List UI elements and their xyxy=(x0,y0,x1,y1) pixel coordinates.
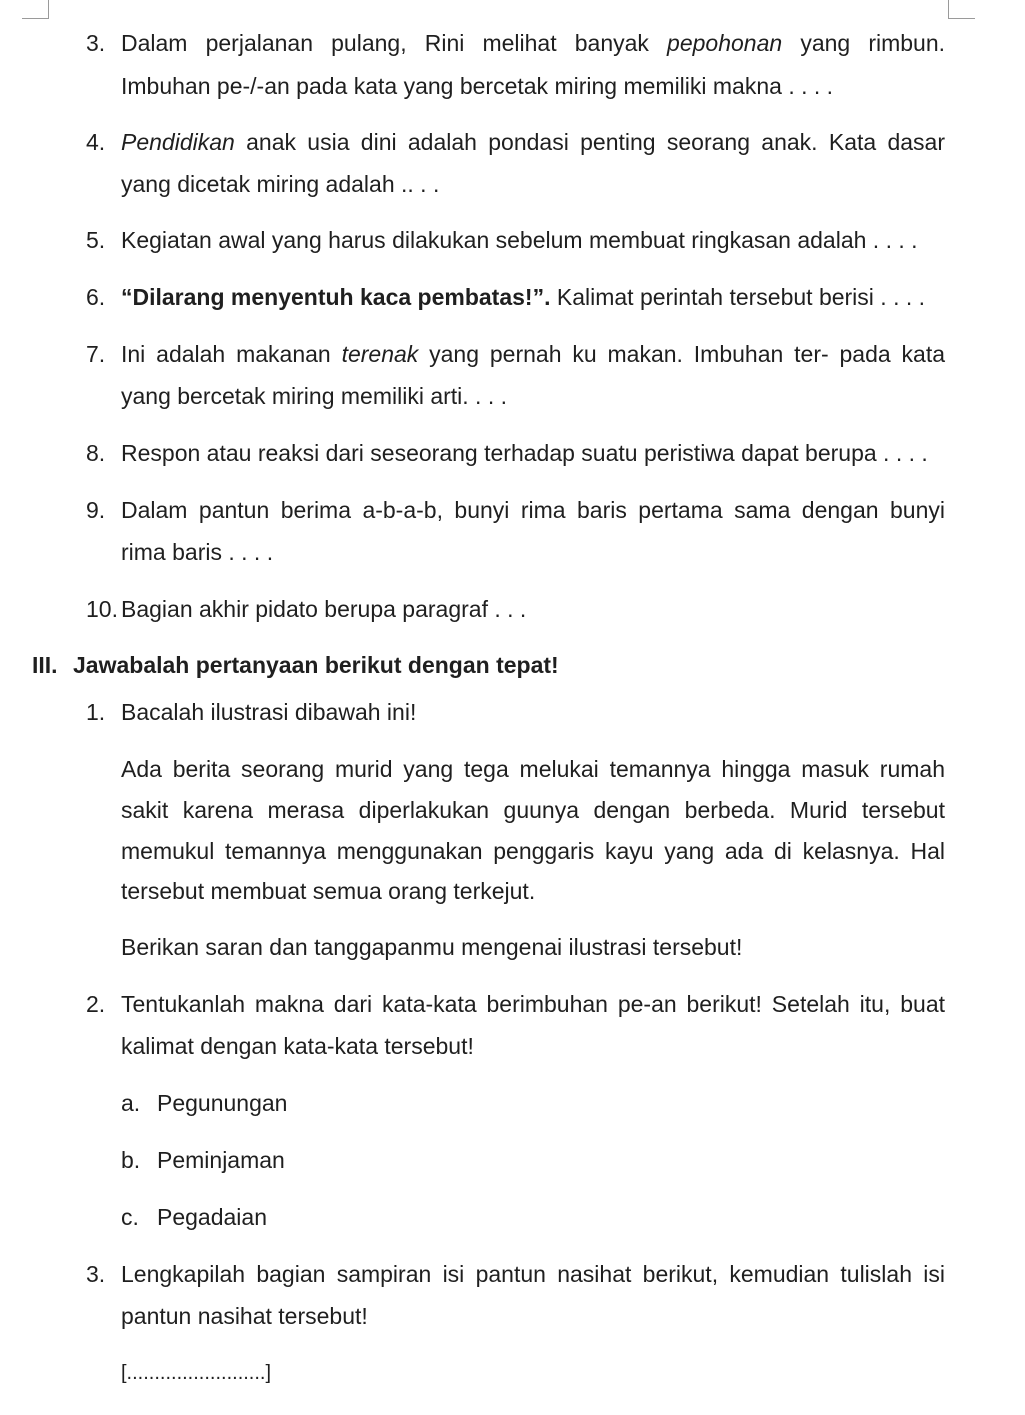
question-number: 2. xyxy=(86,991,106,1017)
question-number: 3. xyxy=(86,30,106,56)
question-number: 4. xyxy=(86,129,106,155)
question-number: 5. xyxy=(86,227,106,253)
question-text-line1: “Dilarang menyentuh kaca pembatas!”. Kalimat perintah tersebut berisi . . . . xyxy=(121,284,926,310)
question-number: 1. xyxy=(86,699,106,725)
section-title: Jawabalah pertanyaan berikut dengan tepat! xyxy=(73,652,559,678)
question-text-line1: Dalam perjalanan pulang, Rini melihat banyak pepohonan yang rimbun. xyxy=(121,30,946,56)
crop-mark-right xyxy=(948,0,975,19)
question-number: 7. xyxy=(86,341,106,367)
question-number: 9. xyxy=(86,497,106,523)
question-text-line1: Ini adalah makanan terenak yang pernah ku makan. Imbuhan ter- pada kata xyxy=(121,341,945,367)
question-number: 6. xyxy=(86,284,106,310)
question-number: 3. xyxy=(86,1261,106,1287)
question-number: 8. xyxy=(86,440,106,466)
question-number: 10. xyxy=(86,596,118,622)
section-number: III. xyxy=(32,652,58,678)
crop-mark-left xyxy=(22,0,49,19)
question-text-line1: Pendidikan anak usia dini adalah pondasi penting seorang anak. Kata dasar xyxy=(121,129,946,155)
